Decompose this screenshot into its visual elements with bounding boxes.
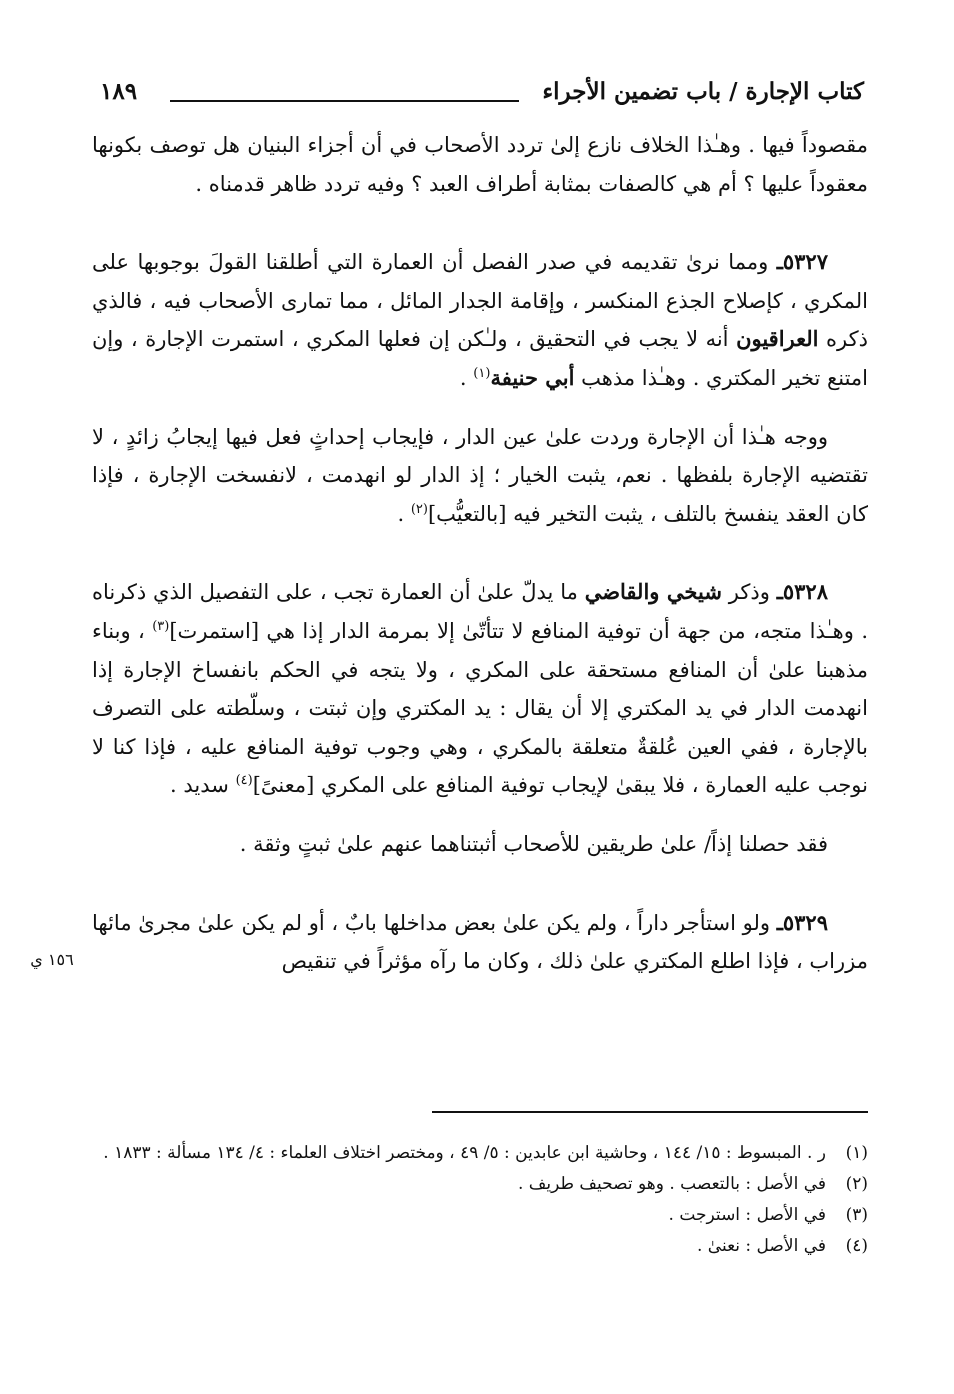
paragraph-5327: [92, 243, 868, 397]
paragraph-end: سديد .: [170, 773, 229, 798]
paragraph-5329: [92, 904, 868, 981]
footnote-ref: (٢): [410, 501, 428, 517]
paragraph: [92, 418, 868, 534]
header-rule: [170, 100, 519, 102]
footnote: [92, 1231, 868, 1262]
footnote-mark: (١): [845, 1143, 868, 1163]
margin-note: ١٥٦ ي: [30, 950, 74, 969]
paragraph-text: أنه لا يجب في التحقيق ، ولـٰكن إن فعلها المكري ، استمرت الإجارة ، وإن امتنع تخير المكتري . وهـٰذا مذهب: [92, 327, 868, 390]
paragraph-continuation: مقصوداً فيها . وهـٰذا الخلاف نازع إلىٰ تردد الأصحاب في أن أجزاء البنيان هل توصف بكونها معقوداً عليها ؟ أم هي كالصفات بمثابة أطراف العبد ؟ وفيه تردد ظاهر قدمناه .: [92, 133, 868, 196]
bold-name: شيخي والقاضي: [584, 579, 722, 605]
paragraph-text: ومما نرىٰ تقديمه في صدر الفصل أن العمارة التي أطلقنا القولَ بوجوبها على المكري ، كإصلاح الجذع المنكسر ، وإقامة الجدار المائل ، مما تمارى الأصحاب فيه ، فالذي ذكره: [92, 250, 868, 352]
footnote: [92, 1138, 868, 1169]
footnote-ref: (٣): [152, 618, 170, 634]
paragraph-text: وذكر: [728, 580, 770, 605]
footnote-mark: (٤): [845, 1236, 868, 1256]
footnotes: [92, 1138, 868, 1262]
paragraph-text: ولو استأجر داراً ، ولم يكن علىٰ بعض مداخلها بابٌ ، أو لم يكن علىٰ مجرىٰ مائها مزراب ، فإذا اطلع المكتري علىٰ ذلك ، وكان ما رآه مؤثراً في تنقيص: [92, 910, 868, 974]
paragraph-end: .: [459, 365, 467, 390]
footnote-mark: (٣): [845, 1205, 868, 1225]
header-title: كتاب الإجارة / باب تضمين الأجراء: [542, 78, 864, 105]
paragraph-text: ما يدلّ علىٰ أن العمارة تجب ، على التفصيل الذي ذكرناه . وهـٰذا متجه، من جهة أن توفية المنافع لا تتأتّىٰ إلا بمرمة الدار إذا هي [استمرت]: [92, 580, 868, 643]
footnote-separator: [432, 1111, 868, 1113]
footnote-mark: (٢): [845, 1174, 868, 1194]
section-number: ٥٣٢٨ـ: [776, 579, 828, 605]
running-header: [100, 78, 864, 118]
footnote-text: ر . المبسوط : ١٥/ ١٤٤ ، وحاشية ابن عابدين : ٥/ ٤٩ ، ومختصر اختلاف العلماء : ٤/ ١٣٤ مسألة : ١٨٣٣ .: [103, 1143, 826, 1163]
footnote-text: في الأصل : بالتعصب . وهو تصحيف طريف .: [517, 1174, 826, 1194]
section-number: ٥٣٢٩ـ: [776, 909, 828, 935]
paragraph: فقد حصلنا إذاً/ علىٰ طريقين للأصحاب أثبتناهما عنهم علىٰ ثبتٍ وثقة .: [239, 831, 828, 856]
footnote-text: في الأصل : نعنىٰ .: [696, 1236, 826, 1256]
footnote-ref: (١): [473, 365, 491, 381]
bold-name: العراقيون: [736, 326, 819, 352]
paragraph-5328: [92, 573, 868, 805]
footnote-ref: (٤): [235, 773, 253, 789]
paragraph-text: ووجه هـٰذا أن الإجارة وردت علىٰ عين الدار ، فإيجاب إحداثٍ فعل فيها إيجابُ زائدٍ ، لا تقتضيه الإجارة بلفظها . نعم، يثبت الخيار ؛ إذ الدار لو انهدمت ، لانفسخت الإجارة ، فإذا كان العقد ينفسخ بالتلف ، يثبت التخير فيه [بالتعيُّب]: [92, 424, 868, 526]
main-text: [92, 126, 868, 981]
footnote: [92, 1169, 868, 1200]
bold-name: أبي حنيفة: [490, 364, 575, 390]
page-number: ١٨٩: [100, 78, 138, 105]
footnote-text: في الأصل : استرجت .: [668, 1205, 826, 1225]
paragraph-end: .: [397, 501, 405, 526]
footnote: [92, 1200, 868, 1231]
section-number: ٥٣٢٧ـ: [776, 249, 828, 275]
paragraph-text: ، وبناء مذهبنا علىٰ أن المنافع مستحقة على المكري ، ولا يتجه في الحكم بانفساخ الإجارة إذا انهدمت الدار في يد المكتري إلا أن يقال : يد المكتري وإن ثبتت ، وسلّطته على التصرف بالإجارة ، ففي العين عُلقةٌ متعلقة بالمكري ، وهي وجوب توفية المنافع عليه ، فإذا كنا لا نوجب عليه العمارة ، فلا يبقىٰ لإيجاب توفية المنافع على المكري [معنىً]: [92, 618, 868, 798]
